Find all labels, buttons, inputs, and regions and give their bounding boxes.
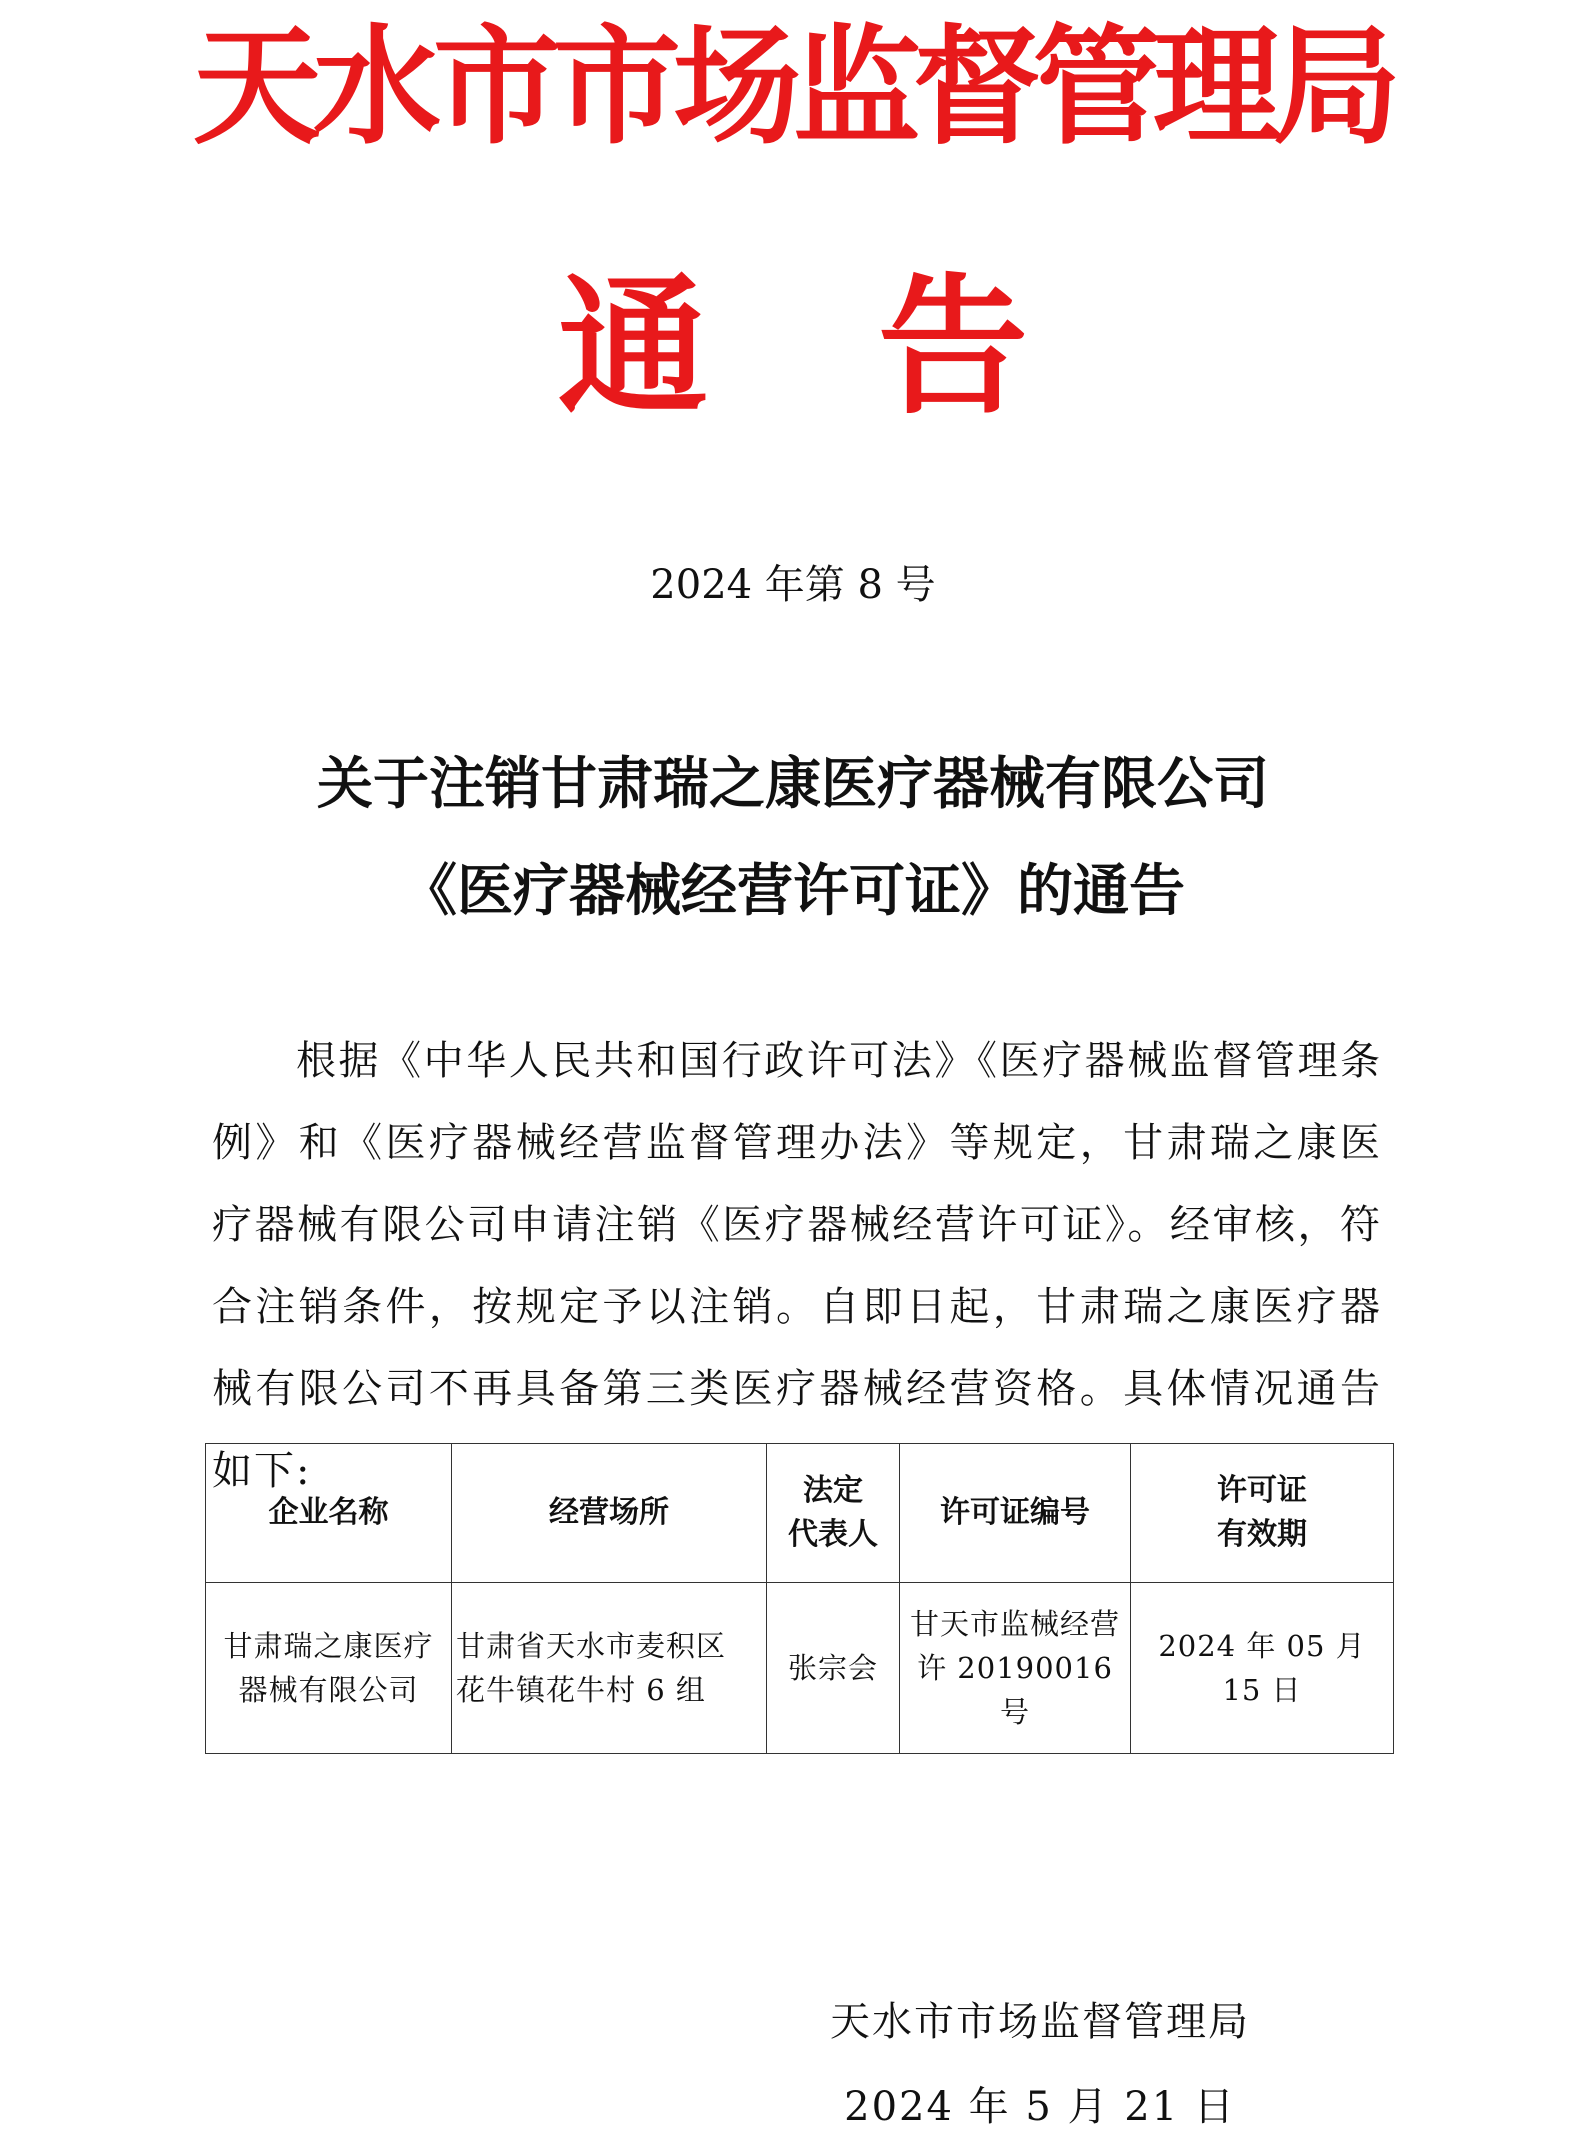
cell-legal-representative-text: 张宗会 <box>787 1651 878 1685</box>
header-permit-validity-line-2: 有效期 <box>1217 1517 1307 1552</box>
notice-body-paragraph: 根据《中华人民共和国行政许可法》《医疗器械监督管理条例》和《医疗器械经营监督管理办法》等规定，甘肃瑞之康医疗器械有限公司申请注销《医疗器械经营许可证》。经审核，符合注销条件，按规定予以注销。自即日起，甘肃瑞之康医疗器械有限公司不再具备第三类医疗器械经营资格。具体情况通告如下: <box>212 1038 1382 1494</box>
header-business-address <box>452 1444 767 1583</box>
notice-title-line-2: 《医疗器械经营许可证》的通告 <box>401 859 1185 924</box>
document-number: 2024 年第 8 号 <box>650 562 936 608</box>
cell-business-address-line-2: 花牛镇花牛村 6 组 <box>456 1673 706 1707</box>
cell-permit-validity-text: 2024 年 05 月 15 日 <box>1158 1629 1366 1707</box>
cell-permit-number-line-1: 甘天市监械经营 <box>909 1607 1120 1641</box>
cell-permit-number <box>900 1583 1131 1754</box>
header-legal-representative-line-1: 法定 <box>803 1473 863 1508</box>
cell-company-name <box>206 1583 452 1754</box>
document-type-heading: 通告 <box>557 261 1198 435</box>
cell-permit-validity <box>1131 1583 1394 1754</box>
cell-company-name-line-2: 器械有限公司 <box>238 1673 419 1707</box>
permit-info-table <box>205 1443 1394 1754</box>
notice-title-line-1: 关于注销甘肃瑞之康医疗器械有限公司 <box>317 752 1269 817</box>
table-header-row <box>206 1444 1394 1583</box>
cell-company-name-line-1: 甘肃瑞之康医疗 <box>223 1629 434 1663</box>
header-business-address-text: 经营场所 <box>549 1495 669 1530</box>
cell-business-address <box>452 1583 767 1754</box>
cell-legal-representative <box>767 1583 900 1754</box>
header-company-name <box>206 1444 452 1583</box>
header-permit-number <box>900 1444 1131 1583</box>
header-legal-representative <box>767 1444 900 1583</box>
table-row <box>206 1583 1394 1754</box>
signature-organization: 天水市市场监督管理局 <box>830 1999 1250 2045</box>
issuing-authority-heading: 天水市市场监督管理局 <box>192 13 1393 162</box>
cell-permit-number-line-2: 许 20190016 号 <box>917 1651 1113 1729</box>
header-legal-representative-line-2: 代表人 <box>788 1517 878 1552</box>
cell-business-address-line-1: 甘肃省天水市麦积区 <box>456 1629 727 1663</box>
header-permit-validity-line-1: 许可证 <box>1217 1473 1307 1508</box>
signature-date: 2024 年 5 月 21 日 <box>844 2084 1236 2130</box>
header-company-name-text: 企业名称 <box>268 1495 389 1530</box>
header-permit-validity <box>1131 1444 1394 1583</box>
header-permit-number-text: 许可证编号 <box>940 1495 1090 1530</box>
